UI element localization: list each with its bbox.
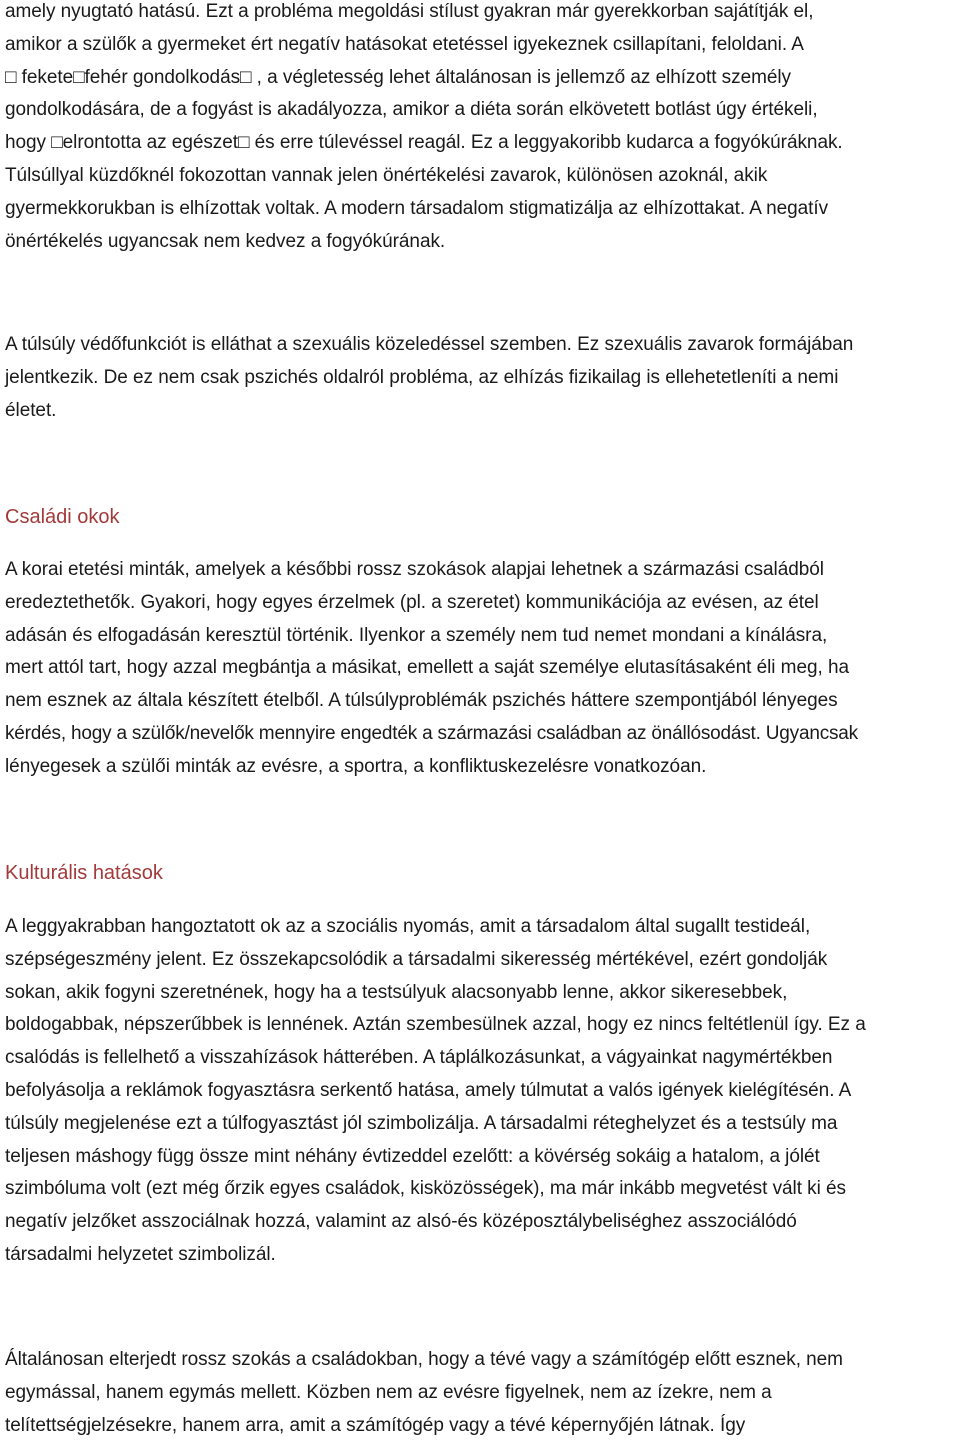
- text-line: Általánosan elterjedt rossz szokás a családokban, hogy a tévé vagy a számítógép előtt esznek, nem: [5, 1349, 843, 1370]
- text-line: gyermekkorukban is elhízottak voltak. A modern társadalom stigmatizálja az elhízottakat. A negatív: [5, 197, 829, 219]
- text-line: mert attól tart, hogy azzal megbántja a másikat, emellett a saját személye elutasításaként éli meg, ha: [5, 657, 849, 679]
- text-line: befolyásolja a reklámok fogyasztásra serkentő hatása, amely túlmutat a valós igények kielégítésén. A: [5, 1079, 852, 1101]
- text-line: jelentkezik. De ez nem csak pszichés oldalról probléma, az elhízás fizikailag is ellehetetleníti a nemi: [5, 366, 839, 388]
- text-line: boldogabbak, népszerűbbek is lennének. Aztán szembesülnek azzal, hogy ez nincs feltétlenül így. Ez a: [5, 1014, 866, 1036]
- text-line: szimbóluma volt (ezt még őrzik egyes családok, kisközösségek), ma már inkább megvetést vált ki és: [5, 1178, 846, 1200]
- text-line: telítettségjelzésekre, hanem arra, amit a számítógép vagy a tévé képernyőjén látnak. Így: [5, 1414, 746, 1436]
- section-heading-family: Családi okok: [5, 506, 120, 528]
- intro-paragraph: [5, 0, 957, 258]
- section-heading-cultural: Kulturális hatások: [5, 862, 163, 884]
- text-line: kérdés, hogy a szülők/nevelők mennyire engedték a származási családban az önállósodást. Ugyancsak: [5, 722, 858, 744]
- text-line: amikor a szülők a gyermeket ért negatív hatásokat etetéssel igyekeznek csillapítani, feloldani. A: [5, 33, 804, 55]
- text-line: nem esznek az általa készített ételből. A túlsúlyproblémák pszichés háttere szempontjából lényeges: [5, 690, 838, 712]
- text-line: A korai etetési minták, amelyek a későbbi rossz szokások alapjai lehetnek a származási családból: [5, 559, 824, 580]
- text-line: negatív jelzőket asszociálnak hozzá, valamint az alsó-és középosztálybeliséghez asszociálódó: [5, 1211, 797, 1233]
- text-line: A leggyakrabban hangoztatott ok az a szociális nyomás, amit a társadalom által sugallt testideál,: [5, 916, 811, 937]
- cultural-paragraph: [5, 911, 957, 1272]
- text-line: adásán és elfogadásán keresztül történik. Ilyenkor a személy nem tud nemet mondani a kínálásra,: [5, 624, 828, 646]
- text-line: A túlsúly védőfunkciót is elláthat a szexuális közeledéssel szemben. Ez szexuális zavarok formájában: [5, 334, 854, 355]
- text-line: gondolkodására, de a fogyást is akadályozza, amikor a diéta során elkövetett botlást úgy értékeli,: [5, 99, 818, 121]
- text-line: amely nyugtató hatású. Ezt a probléma megoldási stílust gyakran már gyerekkorban sajátítják el,: [5, 1, 814, 22]
- text-line: hogy □elrontotta az egészet□ és erre túlevéssel reagál. Ez a leggyakoribb kudarca a fogyókúráknak.: [5, 132, 843, 154]
- habits-paragraph: [5, 1344, 957, 1442]
- text-line: társadalmi helyzetet szimbolizál.: [5, 1243, 276, 1265]
- text-line: eredeztethetők. Gyakori, hogy egyes érzelmek (pl. a szeretet) kommunikációja az evésen, az étel: [5, 591, 819, 613]
- text-line: lényegesek a szülői minták az evésre, a sportra, a konfliktuskezelésre vonatkozóan.: [5, 755, 707, 777]
- family-paragraph: [5, 554, 957, 784]
- text-line: életet.: [5, 399, 57, 421]
- text-line: sokan, akik fogyni szeretnének, hogy ha a testsúlyuk alacsonyabb lenne, akkor sikeresebbek,: [5, 981, 788, 1003]
- text-line: csalódás is fellelhető a visszahízások hátterében. A táplálkozásunkat, a vágyainkat nagymértékben: [5, 1047, 833, 1069]
- text-line: egymással, hanem egymás mellett. Közben nem az evésre figyelnek, nem az ízekre, nem a: [5, 1381, 772, 1403]
- text-line: túlsúly megjelenése ezt a túlfogyasztást jól szimbolizálja. A társadalmi réteghelyzet és a testsúly ma: [5, 1112, 838, 1134]
- text-line: szépségeszmény jelent. Ez összekapcsolódik a társadalmi sikeresség mértékével, ezért gondolják: [5, 948, 828, 970]
- text-line: önértékelés ugyancsak nem kedvez a fogyókúrának.: [5, 230, 446, 252]
- text-line: □ fekete□fehér gondolkodás□ , a végletesség lehet általánosan is jellemző az elhízott személy: [5, 66, 792, 88]
- text-line: teljesen máshogy függ össze mint néhány évtizeddel ezelőtt: a kövérség sokáig a hatalom, a jólét: [5, 1145, 820, 1167]
- text-line: Túlsúllyal küzdőknél fokozottan vannak jelen önértékelési zavarok, különösen azoknál, akik: [5, 164, 768, 186]
- sexual-paragraph: [5, 329, 957, 427]
